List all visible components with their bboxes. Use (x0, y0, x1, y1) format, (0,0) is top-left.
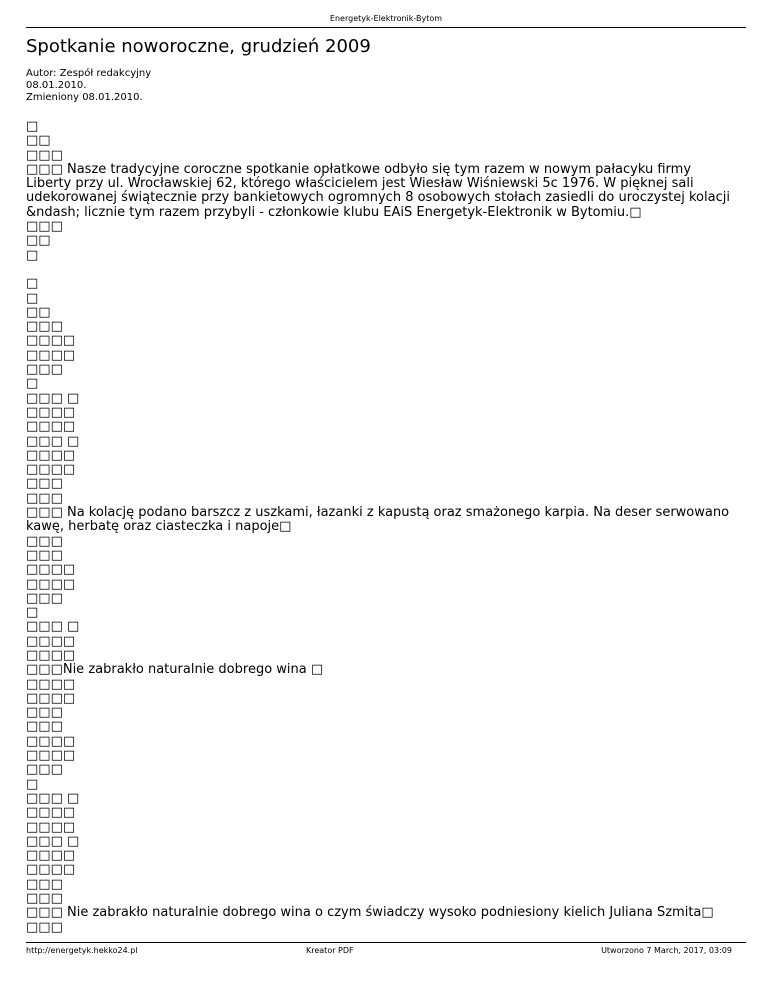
placeholder-line: □□□ (26, 533, 63, 549)
placeholder-line: □□□□ (26, 805, 76, 821)
placeholder-line: □□□□ (26, 733, 76, 749)
placeholder-line: □□□ □ (26, 390, 80, 406)
placeholder-line: □ (26, 776, 39, 792)
placeholder-line: □□□□ (26, 404, 76, 420)
body-paragraph: □□□ Nie zabrakło naturalnie dobrego wina o czym świadczy wysoko podniesiony kielich Juliana Szmita□ (26, 905, 714, 921)
article-date: 08.01.2010. (26, 80, 87, 91)
body-paragraph: □□□Nie zabrakło naturalnie dobrego wina □ (26, 662, 324, 678)
placeholder-line: □□□ □ (26, 619, 80, 635)
placeholder-line: □□□ (26, 705, 63, 721)
placeholder-line: □□□ (26, 590, 63, 606)
placeholder-line: □□□□ (26, 447, 76, 463)
placeholder-line: □□□□ (26, 848, 76, 864)
placeholder-line: □□□ (26, 919, 63, 935)
placeholder-line: □□□ (26, 719, 63, 735)
placeholder-line: □□□ □ (26, 790, 80, 806)
placeholder-line: □□ (26, 133, 51, 149)
placeholder-line: □ (26, 605, 39, 621)
placeholder-line: □□□ □ (26, 833, 80, 849)
placeholder-line: □□□ (26, 762, 63, 778)
placeholder-line: □□ (26, 233, 51, 249)
footer-generator: Kreator PDF (306, 946, 354, 955)
placeholder-line: □□□□ (26, 562, 76, 578)
placeholder-line: □□□ (26, 876, 63, 892)
placeholder-line: □□□ (26, 319, 63, 335)
placeholder-line: □□□ (26, 362, 63, 378)
footer-created: Utworzono 7 March, 2017, 03:09 (601, 946, 732, 955)
placeholder-line: □ (26, 276, 39, 292)
placeholder-line: □□□□ (26, 819, 76, 835)
placeholder-line: □□□□ (26, 419, 76, 435)
placeholder-line: □□□□ (26, 676, 76, 692)
placeholder-line: □□□ (26, 476, 63, 492)
article-title: Spotkanie noworoczne, grudzień 2009 (26, 36, 371, 57)
article-author: Autor: Zespół redakcyjny (26, 68, 152, 79)
placeholder-line: □□□ (26, 147, 63, 163)
header-divider (26, 27, 746, 28)
placeholder-line: □□□ (26, 547, 63, 563)
placeholder-line: □□□□ (26, 576, 76, 592)
placeholder-line: □□□□ (26, 333, 76, 349)
placeholder-line: □□□ (26, 219, 63, 235)
placeholder-line: □□□□ (26, 862, 76, 878)
placeholder-line: □□□□ (26, 347, 76, 363)
placeholder-line: □□ (26, 304, 51, 320)
article-modified: Zmieniony 08.01.2010. (26, 92, 143, 103)
placeholder-line: □□□□ (26, 633, 76, 649)
footer-divider (26, 942, 746, 943)
placeholder-line: □□□□ (26, 462, 76, 478)
placeholder-line: □□□□ (26, 748, 76, 764)
placeholder-line (26, 263, 736, 277)
placeholder-line: □□□ (26, 891, 63, 907)
placeholder-line: □ (26, 290, 39, 306)
placeholder-line: □ (26, 247, 39, 263)
placeholder-line: □□□□ (26, 690, 76, 706)
placeholder-line: □□□ (26, 490, 63, 506)
placeholder-line: □ (26, 119, 39, 134)
placeholder-line: □□□ □ (26, 433, 80, 449)
article-body (26, 120, 736, 935)
body-paragraph: □□□ Nasze tradycyjne coroczne spotkanie opłatkowe odbyło się tym razem w nowym pałacyku firmy Liberty przy ul. Wrocławskiej 62, którego właścicielem jest Wiesław Wiśniewski 5c 1976. W pięknej sali udekorowanej świątecznie przy bankietowych ogromnych 8 osobowych stołach zasiedli do uroczystej kolacji &ndash; licznie tym razem przybyli - członkowie klubu EAiS Energetyk-Elektronik w Bytomiu.□ (26, 161, 735, 220)
placeholder-line: □ (26, 376, 39, 392)
body-paragraph: □□□ Na kolację podano barszcz z uszkami, łazanki z kapustą oraz smażonego karpia. Na deser serwowano kawę, herbatę oraz ciasteczka i napoje□ (26, 505, 734, 535)
article-meta (26, 68, 151, 104)
footer-url: http://energetyk.hekko24.pl (26, 946, 138, 955)
placeholder-line: □□□□ (26, 647, 76, 663)
page-header: Energetyk-Elektronik-Bytom (329, 14, 443, 23)
